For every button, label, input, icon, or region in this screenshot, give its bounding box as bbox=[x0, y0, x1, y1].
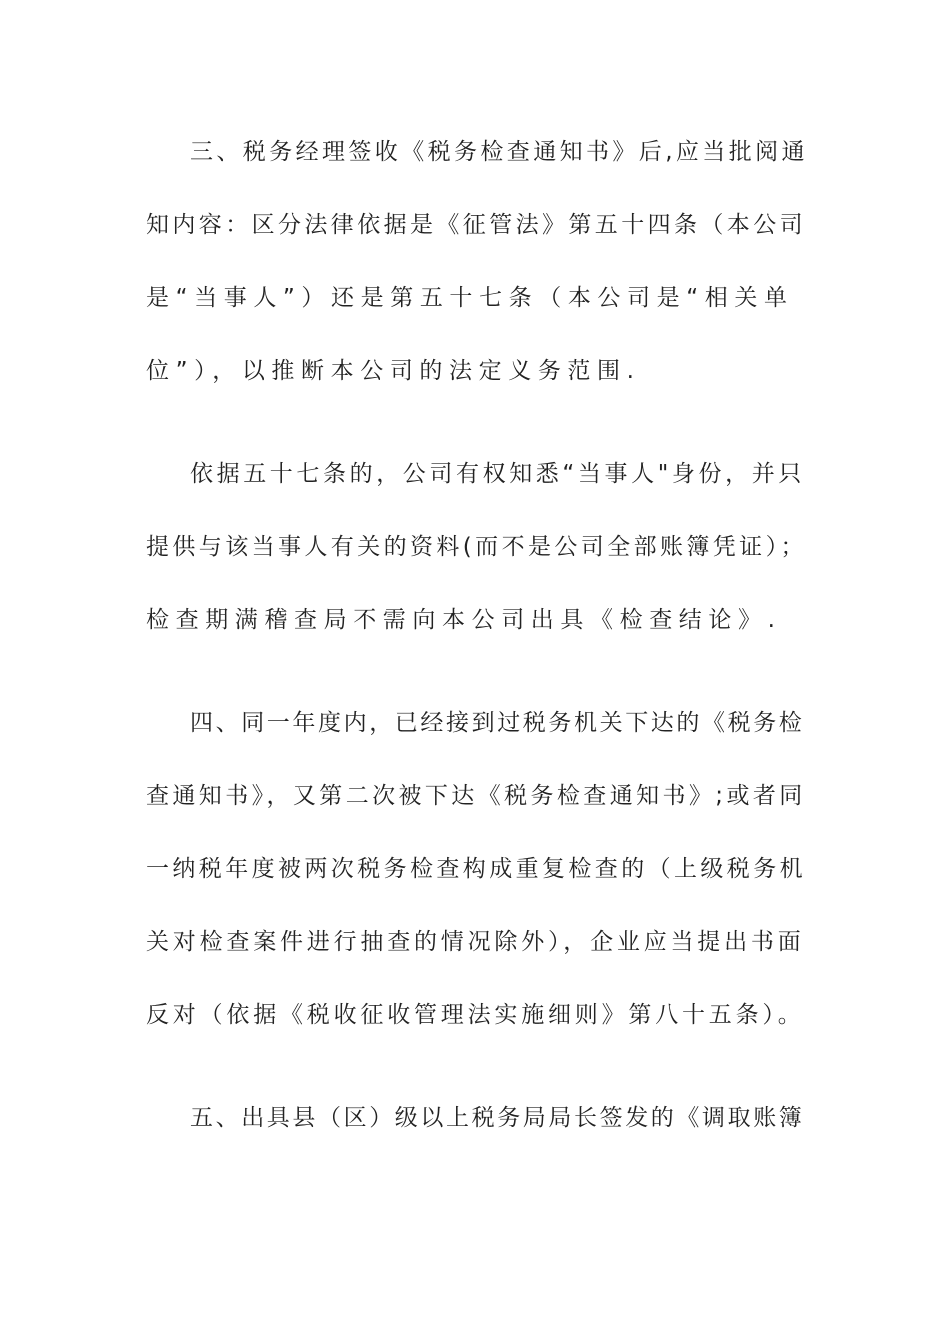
text-line: 依据五十七条的，公司有权知悉“当事人"身份，并只 bbox=[190, 461, 805, 487]
text-line: 知内容：区分法律依据是《征管法》第五十四条（本公司 bbox=[146, 212, 806, 238]
text-line: 三、税务经理签收《税务检查通知书》后,应当批阅通 bbox=[190, 139, 808, 165]
text-line: 一纳税年度被两次税务检查构成重复检查的（上级税务机 bbox=[146, 856, 806, 882]
text-line: 位”），以推断本公司的法定义务范围. bbox=[146, 358, 641, 384]
text-line: 检查期满稽查局不需向本公司出具《检查结论》. bbox=[146, 607, 782, 633]
text-line: 四、同一年度内，已经接到过税务机关下达的《税务检 bbox=[190, 710, 805, 736]
text-line: 查通知书》，又第二次被下达《税务检查通知书》;或者同 bbox=[146, 783, 806, 809]
text-line: 提供与该当事人有关的资料(而不是公司全部账簿凭证）； bbox=[146, 534, 807, 560]
text-line: 反对（依据《税收征收管理法实施细则》第八十五条）。 bbox=[146, 1002, 805, 1028]
text-line: 五、出具县（区）级以上税务局局长签发的《调取账簿 bbox=[190, 1105, 805, 1131]
text-line: 是“当事人”）还是第五十七条（本公司是“相关单 bbox=[146, 285, 794, 311]
text-line: 关对检查案件进行抽查的情况除外），企业应当提出书面 bbox=[146, 929, 805, 955]
